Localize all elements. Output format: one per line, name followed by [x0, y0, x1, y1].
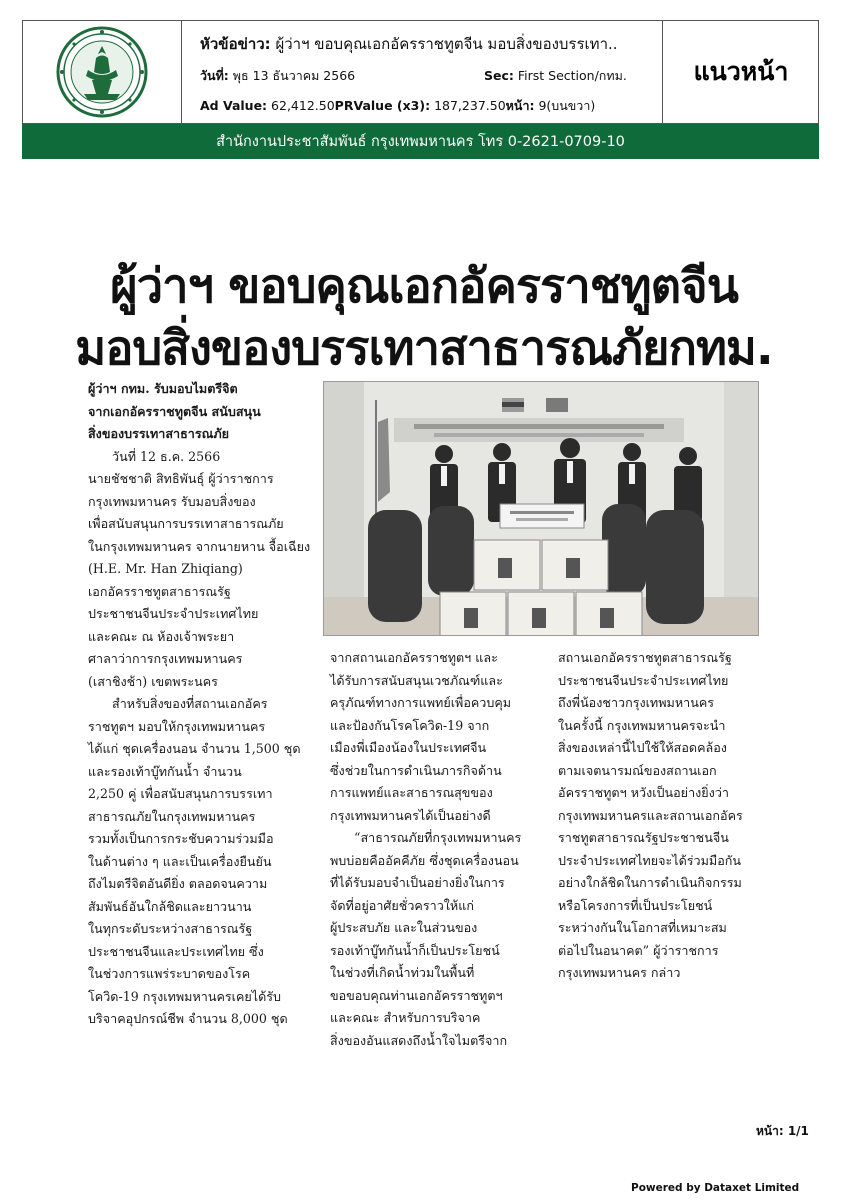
page-value: 9(บนขวา): [538, 98, 596, 113]
article-title-line1: ผู้ว่าฯ ขอบคุณเอกอัครราชทูตจีน: [110, 259, 738, 314]
text-line: ซึ่งช่วยในการดำเนินภารกิจด้าน: [330, 762, 502, 778]
text-line: พบบ่อยคืออัคคีภัย ซึ่งชุดเครื่องนอน: [330, 852, 519, 868]
text-line: ในทุกระดับระหว่างสาธารณรัฐ: [88, 921, 253, 936]
text-line: สำหรับสิ่งของที่สถานเอกอัคร: [88, 696, 268, 711]
article-column-3: [558, 647, 768, 985]
text-line: และคณะ ณ ห้องเจ้าพระยา: [88, 628, 235, 644]
text-line: ในครั้งนี้ กรุงเทพมหานครจะนำ: [558, 717, 726, 733]
lead-line: สิ่งของบรรเทาสาธารณภัย: [88, 426, 230, 441]
lead-line: ผู้ว่าฯ กทม. รับมอบไมตรีจิต: [88, 381, 238, 396]
text-line: กรุงเทพมหานคร กล่าว: [558, 965, 681, 980]
text-line: ราชทูตฯ มอบให้กรุงเทพมหานคร: [88, 718, 266, 734]
sec-label: Sec:: [484, 68, 514, 83]
text-line: โควิด-19 กรุงเทพมหานครเคยได้รับ: [88, 988, 282, 1004]
text-line: เอกอัครราชทูตสาธารณรัฐ: [88, 583, 231, 599]
text-line: ขอขอบคุณท่านเอกอัครราชทูตฯ: [330, 987, 503, 1003]
text-line: ประชาชนจีนประจำประเทศไทย: [88, 606, 259, 621]
text-line: จัดที่อยู่อาศัยชั่วคราวให้แก่: [330, 897, 474, 913]
text-line: ถึงพี่น้องชาวกรุงเทพมหานคร: [558, 695, 715, 710]
text-line: นายชัชชาติ สิทธิพันธุ์ ผู้ว่าราชการ: [88, 471, 274, 486]
text-line: สาธารณภัยในกรุงเทพมหานคร: [88, 808, 256, 824]
text-line: สิ่งของอันแสดงถึงน้ำใจไมตรีจาก: [330, 1032, 508, 1048]
article-column-2: [330, 647, 542, 1052]
text-line: รองเท้าบู๊ทกันน้ำก็เป็นประโยชน์: [330, 942, 500, 958]
text-line: 2,250 คู่ เพื่อสนับสนุนการบรรเทา: [88, 786, 273, 801]
text-line: ศาลาว่าการกรุงเทพมหานคร: [88, 651, 243, 666]
text-line: ในกรุงเทพมหานคร จากนายหาน จื้อเฉียง: [88, 538, 311, 554]
text-line: เพื่อสนับสนุนการบรรเทาสาธารณภัย: [88, 516, 284, 531]
headline-value: ผู้ว่าฯ ขอบคุณเอกอัครราชทูตจีน มอบสิ่งของบรรเทา..: [275, 35, 618, 53]
text-line: วันที่ 12 ธ.ค. 2566: [88, 448, 221, 464]
text-line: สัมพันธ์อันใกล้ชิดและยาวนาน: [88, 898, 252, 914]
ad-value: 62,412.50: [271, 98, 335, 113]
text-line: ระหว่างกันในโอกาสที่เหมาะสม: [558, 920, 727, 935]
text-line: ครุภัณฑ์ทางการแพทย์เพื่อควบคุม: [330, 695, 512, 710]
text-line: “สาธารณภัยที่กรุงเทพมหานคร: [330, 830, 522, 845]
text-line: ราชทูตสาธารณรัฐประชาชนจีน: [558, 830, 729, 845]
text-line: ประชาชนจีนประจำประเทศไทย: [558, 672, 729, 688]
text-line: ประจำประเทศไทยจะได้ร่วมมือกัน: [558, 852, 742, 868]
text-line: และคณะ สำหรับการบริจาค: [330, 1010, 481, 1025]
text-line: กรุงเทพมหานครและสถานเอกอัคร: [558, 807, 743, 823]
text-line: ที่ได้รับมอบจำเป็นอย่างยิ่งในการ: [330, 875, 505, 890]
text-line: ตามเจตนารมณ์ของสถานเอก: [558, 762, 717, 778]
pr-label: PRValue (x3):: [334, 98, 431, 113]
article-column-1: [88, 378, 318, 1031]
section-meta: [484, 66, 627, 86]
text-line: เมืองพี่เมืองน้องในประเทศจีน: [330, 740, 487, 755]
sec-value: First Section/กทม.: [517, 68, 627, 83]
text-line: บริจาคอุปกรณ์ชีพ จำนวน 8,000 ชุด: [88, 1011, 288, 1026]
pr-value: 187,237.50: [434, 98, 506, 113]
lead-line: จากเอกอัครราชทูตจีน สนับสนุน: [88, 403, 261, 419]
donation-ceremony-photo: [324, 382, 759, 636]
text-line: จากสถานเอกอัครราชทูตฯ และ: [330, 650, 498, 665]
text-line: ผู้ประสบภัย และในส่วนของ: [330, 920, 478, 935]
text-line: อย่างใกล้ชิดในการดำเนินกิจกรรม: [558, 875, 742, 890]
page-counter: หน้า: 1/1: [756, 1124, 809, 1138]
text-line: ถึงไมตรีจิตอันดียิ่ง ตลอดจนความ: [88, 876, 268, 891]
text-line: กรุงเทพมหานคร รับมอบสิ่งของ: [88, 493, 256, 509]
text-line: ต่อไปในอนาคต” ผู้ว่าราชการ: [558, 942, 719, 958]
text-line: หรือโครงการที่เป็นประโยชน์: [558, 897, 713, 913]
date-label: วันที่:: [200, 68, 229, 83]
date-meta: [200, 66, 355, 86]
text-line: การแพทย์และสาธารณสุขของ: [330, 785, 493, 800]
text-line: ในด้านต่าง ๆ และเป็นเครื่องยืนยัน: [88, 853, 272, 869]
text-line: สถานเอกอัครราชทูตสาธารณรัฐ: [558, 650, 732, 665]
text-line: ได้รับการสนับสนุนเวชภัณฑ์และ: [330, 672, 503, 688]
article-photo: [323, 381, 759, 636]
bangkok-seal-icon: [22, 20, 182, 124]
text-line: รวมทั้งเป็นการกระชับความร่วมมือ: [88, 831, 274, 846]
text-line: ในช่วงที่เกิดน้ำท่วมในพื้นที่: [330, 965, 475, 980]
logo-cell: [22, 20, 182, 124]
text-line: สิ่งของเหล่านี้ไปใช้ให้สอดคล้อง: [558, 740, 727, 755]
publication-cell: [662, 20, 819, 124]
article-title-line2: มอบสิ่งของบรรเทาสาธารณภัยกทม.: [75, 321, 773, 376]
headline-meta: [200, 32, 618, 56]
text-line: (เสาชิงช้า) เขตพระนคร: [88, 673, 218, 689]
text-line: และรองเท้าบู๊ทกันน้ำ จำนวน: [88, 763, 242, 779]
text-line: ประชาชนจีนและประเทศไทย ซึ่ง: [88, 943, 264, 959]
text-line: ได้แก่ ชุดเครื่องนอน จำนวน 1,500 ชุด: [88, 741, 301, 756]
text-line: และป้องกันโรคโควิด-19 จาก: [330, 717, 490, 733]
text-line: (H.E. Mr. Han Zhiqiang): [88, 561, 243, 576]
text-line: ในช่วงการแพร่ระบาดของโรค: [88, 966, 251, 981]
ad-label: Ad Value:: [200, 98, 268, 113]
contact-bar: สำนักงานประชาสัมพันธ์ กรุงเทพมหานคร โทร 0-2621-0709-10: [22, 124, 819, 159]
page-label: หน้า:: [505, 98, 535, 113]
powered-by: Powered by Dataxet Limited: [631, 1182, 800, 1194]
value-meta: [200, 96, 595, 116]
publication-name: แนวหน้า: [693, 57, 789, 86]
text-line: อัครราชทูตฯ หวังเป็นอย่างยิ่งว่า: [558, 785, 729, 800]
date-value: พุธ 13 ธันวาคม 2566: [232, 68, 356, 83]
text-line: กรุงเทพมหานครได้เป็นอย่างดี: [330, 807, 491, 823]
headline-label: หัวข้อข่าว:: [200, 35, 271, 53]
